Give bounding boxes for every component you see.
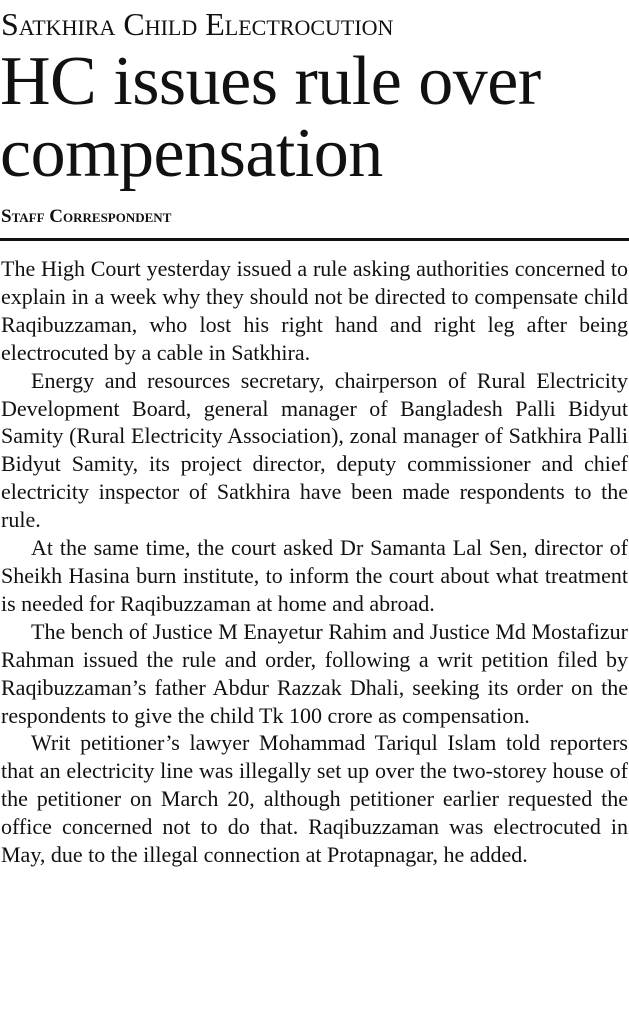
article-headline bbox=[0, 43, 629, 192]
byline-divider bbox=[0, 238, 629, 241]
article-body bbox=[1, 255, 628, 869]
body-paragraph: Energy and resources secretary, chairperson of Rural Electricity Development Board, general manager of Bangladesh Palli Bidyut Samity (Rural Electricity Association), zonal manager of Satkhira Palli Bidyut Samity, its project director, deputy commissioner and chief electricity inspector of Satkhira have been made respondents to the rule. bbox=[1, 367, 628, 533]
headline-line: compensation bbox=[0, 115, 383, 192]
article-kicker: Satkhira Child Electrocution bbox=[1, 6, 394, 42]
body-paragraph: The bench of Justice M Enayetur Rahim and Justice Md Mostafizur Rahman issued the rule and order, following a writ petition filed by Raqibuzzaman’s father Abdur Razzak Dhali, seeking its order on the respondents to give the child Tk 100 crore as compensation. bbox=[1, 618, 628, 728]
article-byline: Staff Correspondent bbox=[1, 206, 172, 227]
headline-line: HC issues rule over bbox=[0, 43, 541, 120]
body-paragraph: At the same time, the court asked Dr Samanta Lal Sen, director of Sheikh Hasina burn institute, to inform the court about what treatment is needed for Raqibuzzaman at home and abroad. bbox=[1, 535, 628, 616]
body-paragraph: Writ petitioner’s lawyer Mohammad Tariqul Islam told reporters that an electricity line was illegally set up over the two-storey house of the petitioner on March 20, although petitioner earlier requested the office concerned not to do that. Raqibuzzaman was electrocuted in May, due to the illegal connection at Protapnagar, he added. bbox=[1, 730, 628, 868]
body-paragraph: The High Court yesterday issued a rule asking authorities concerned to explain in a week why they should not be directed to compensate child Raqibuzzaman, who lost his right hand and right leg after being electrocuted by a cable in Satkhira. bbox=[1, 256, 628, 365]
